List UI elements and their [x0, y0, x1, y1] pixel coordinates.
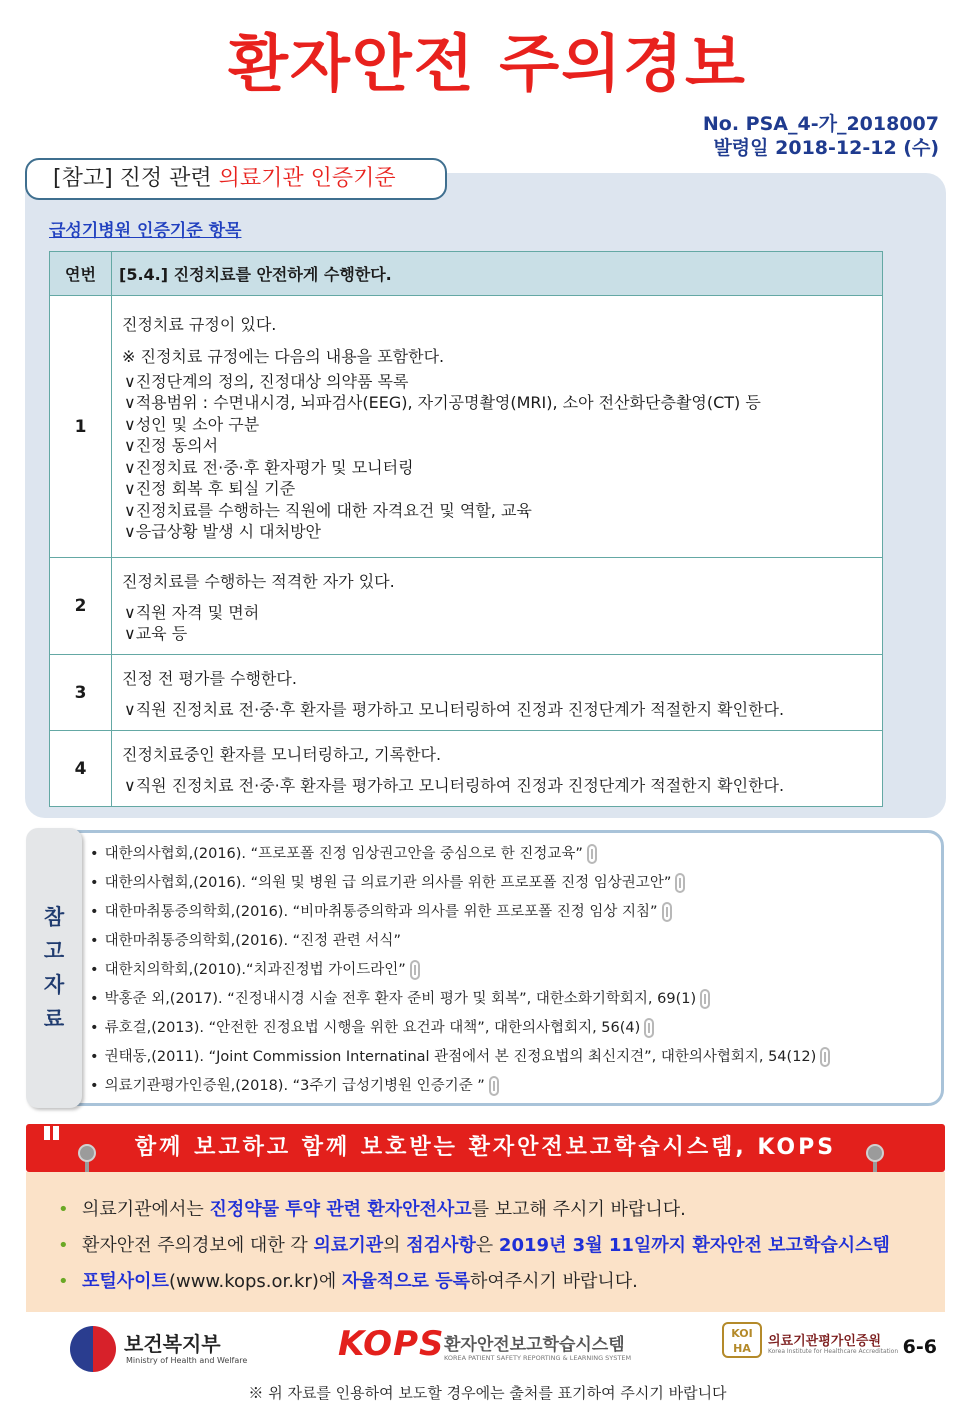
- section-tab: [25, 158, 447, 200]
- reference-text: 대한마취통증의학회,(2016). “비마취통증의학과 의사를 위한 프로포폴 진정 임상 지침”: [104, 904, 658, 920]
- portal-link[interactable]: 포털사이트: [82, 1271, 169, 1292]
- row-main-text: 진정치료중인 환자를 모니터링하고, 기록한다.: [122, 744, 442, 764]
- row-main-text: 진정치료를 수행하는 적격한 자가 있다.: [122, 571, 395, 591]
- check-item: ∨적용범위 : 수면내시경, 뇌파검사(EEG), 자기공명촬영(MRI), 소아 전산화단층촬영(CT) 등: [124, 393, 761, 412]
- pin-icon: [866, 1144, 884, 1162]
- notice-item: [58, 1228, 890, 1264]
- reference-item: [90, 1043, 830, 1072]
- footer-note: ※ 위 자료를 인용하여 보도할 경우에는 출처를 표기하여 주시기 바랍니다: [248, 1384, 727, 1402]
- paperclip-icon[interactable]: [662, 902, 672, 922]
- notice-emphasis: 의료기관: [313, 1235, 384, 1256]
- notice-emphasis: 2019년 3월 11일까지 환자안전 보고학습시스템: [498, 1235, 890, 1256]
- section-tab-prefix: [참고] 진정 관련: [53, 166, 219, 191]
- footer-logos: [0, 1318, 975, 1368]
- paperclip-icon[interactable]: [700, 989, 710, 1009]
- paperclip-icon[interactable]: [820, 1047, 830, 1067]
- table-row: [50, 296, 883, 558]
- row-number: 2: [50, 558, 112, 655]
- row-number: 3: [50, 655, 112, 731]
- row-content: [112, 655, 883, 731]
- reference-item: [90, 985, 830, 1014]
- pin-icon: [78, 1144, 96, 1162]
- reference-item: [90, 927, 830, 956]
- references-panel: [26, 828, 944, 1108]
- check-item: ∨진정치료를 수행하는 직원에 대한 자격요건 및 역할, 교육: [124, 500, 532, 520]
- reference-text: 권태동,(2011). “Joint Commission Internatinal 관점에서 본 진정요법의 최신지견”, 대한의사협회지, 54(12): [104, 1049, 817, 1065]
- check-item: ∨진정치료 전·중·후 환자평가 및 모니터링: [124, 457, 414, 477]
- notice-text: 은: [475, 1235, 499, 1256]
- row-content: [112, 731, 883, 807]
- notice-text: 의: [383, 1235, 407, 1256]
- paperclip-icon[interactable]: [587, 844, 597, 864]
- paperclip-icon[interactable]: [644, 1018, 654, 1038]
- kops-banner-text: 함께 보고하고 함께 보호받는 환자안전보고학습시스템, KOPS: [134, 1135, 837, 1160]
- check-item: ∨직원 진정치료 전·중·후 환자를 평가하고 모니터링하여 진정과 진정단계가 적절한지 확인한다.: [124, 699, 785, 719]
- notice-emphasis: 자율적으로 등록: [341, 1271, 470, 1292]
- paperclip-icon[interactable]: [489, 1076, 499, 1096]
- references-label: [26, 900, 82, 1036]
- kops-subtitle: KOREA PATIENT SAFETY REPORTING & LEARNING SYSTEM: [444, 1354, 632, 1362]
- notice-text: 를 보고해 주시기 바랍니다.: [471, 1199, 686, 1220]
- kops-banner: [26, 1124, 945, 1172]
- check-item: ∨성인 및 소아 구분: [124, 414, 260, 434]
- reference-text: 대한치의학회,(2010).“치과진정법 가이드라인”: [104, 962, 406, 978]
- row-content: [112, 296, 883, 558]
- notice-text: 하여주시기 바랍니다.: [469, 1271, 638, 1292]
- table-header-row: [50, 252, 883, 296]
- document-number: No. PSA_4-가_2018007: [702, 113, 939, 135]
- references-label-char: 고: [43, 939, 65, 963]
- reference-text: 류호걸,(2013). “안전한 진정요법 시행을 위한 요건과 대책”, 대한의사협회지, 56(4): [104, 1020, 641, 1036]
- reference-item: [90, 869, 830, 898]
- page-title: 환자안전 주의경보: [228, 27, 747, 100]
- paperclip-icon[interactable]: [410, 960, 420, 980]
- col-title-header: [5.4.] 진정치료를 안전하게 수행한다.: [112, 252, 883, 296]
- reference-text: 대한마취통증의학회,(2016). “진정 관련 서식”: [104, 933, 401, 949]
- section-tab-highlight: 의료기관 인증기준: [218, 166, 396, 191]
- kops-logo: KOPS: [338, 1324, 445, 1364]
- references-label-char: 료: [43, 1007, 65, 1031]
- page-number: 6-6: [902, 1336, 937, 1358]
- check-item: ∨직원 진정치료 전·중·후 환자를 평가하고 모니터링하여 진정과 진정단계가 적절한지 확인한다.: [124, 775, 785, 795]
- koiha-subtitle: Korea Institute for Healthcare Accreditation: [768, 1348, 899, 1355]
- col-num-header: 연번: [50, 252, 112, 296]
- quote-mark-icon: [44, 1126, 64, 1140]
- references-label-char: 참: [43, 905, 65, 929]
- notice-text: 의료기관에서는: [82, 1199, 210, 1220]
- notice-emphasis: 점검사항: [406, 1235, 476, 1256]
- koiha-badge-icon: KOI HA: [722, 1322, 762, 1358]
- check-item: ∨진정 동의서: [124, 436, 219, 455]
- row-main-text: 진정 전 평가를 수행한다.: [122, 668, 297, 688]
- reference-item: [90, 1014, 830, 1043]
- koiha-name: 의료기관평가인증원: [768, 1334, 882, 1349]
- row-main-text: 진정치료 규정이 있다.: [122, 314, 277, 334]
- reference-text: 의료기관평가인증원,(2018). “3주기 급성기병원 인증기준 ”: [104, 1078, 485, 1094]
- row-content: [112, 558, 883, 655]
- notice-text: (www.kops.or.kr)에: [168, 1271, 342, 1292]
- references-label-char: 자: [43, 973, 65, 997]
- check-item: ∨응급상황 발생 시 대처방안: [124, 522, 321, 541]
- reference-item: [90, 840, 830, 869]
- standards-subheading: 급성기병원 인증기준 항목: [49, 221, 242, 241]
- check-item: ∨진정단계의 정의, 진정대상 의약품 목록: [124, 371, 409, 391]
- reference-item: [90, 1072, 830, 1101]
- row-note: ※ 진정치료 규정에는 다음의 내용을 포함한다.: [122, 346, 445, 366]
- mohw-emblem-icon: [70, 1326, 116, 1372]
- reference-text: 대한의사협회,(2016). “프로포폴 진정 임상권고안을 중심으로 한 진정교육”: [104, 846, 583, 862]
- notice-item-continued: [58, 1264, 890, 1300]
- table-row: [50, 655, 883, 731]
- paperclip-icon[interactable]: [675, 873, 685, 893]
- notice-text: 환자안전 주의경보에 대한 각: [82, 1235, 314, 1256]
- issue-date: 발령일 2018-12-12 (수): [713, 137, 939, 159]
- reference-item: [90, 956, 830, 985]
- references-list: [90, 840, 830, 1101]
- reference-item: [90, 898, 830, 927]
- notice-item: [58, 1192, 890, 1228]
- kops-notice: [26, 1172, 945, 1312]
- references-tab: [26, 828, 82, 1108]
- document-meta: [703, 112, 939, 160]
- mohw-name: 보건복지부: [124, 1332, 221, 1356]
- check-item: ∨직원 자격 및 면허: [124, 602, 260, 622]
- reference-text: 대한의사협회,(2016). “의원 및 병원 급 의료기관 의사를 위한 프로포폴 진정 임상권고안”: [104, 875, 672, 891]
- notice-list: [58, 1192, 890, 1300]
- mohw-subtitle: Ministry of Health and Welfare: [126, 1356, 248, 1365]
- notice-emphasis: 진정약물 투약 관련 환자안전사고: [209, 1199, 472, 1220]
- reference-text: 박홍준 외,(2017). “진정내시경 시술 전후 환자 준비 평가 및 회복”, 대한소화기학회지, 69(1): [104, 991, 697, 1007]
- table-row: [50, 558, 883, 655]
- check-item: ∨진정 회복 후 퇴실 기준: [124, 479, 296, 498]
- table-row: [50, 731, 883, 807]
- row-number: 4: [50, 731, 112, 807]
- kops-name: 환자안전보고학습시스템: [444, 1335, 625, 1355]
- standards-table: [49, 251, 883, 807]
- check-item: ∨교육 등: [124, 624, 188, 643]
- row-number: 1: [50, 296, 112, 558]
